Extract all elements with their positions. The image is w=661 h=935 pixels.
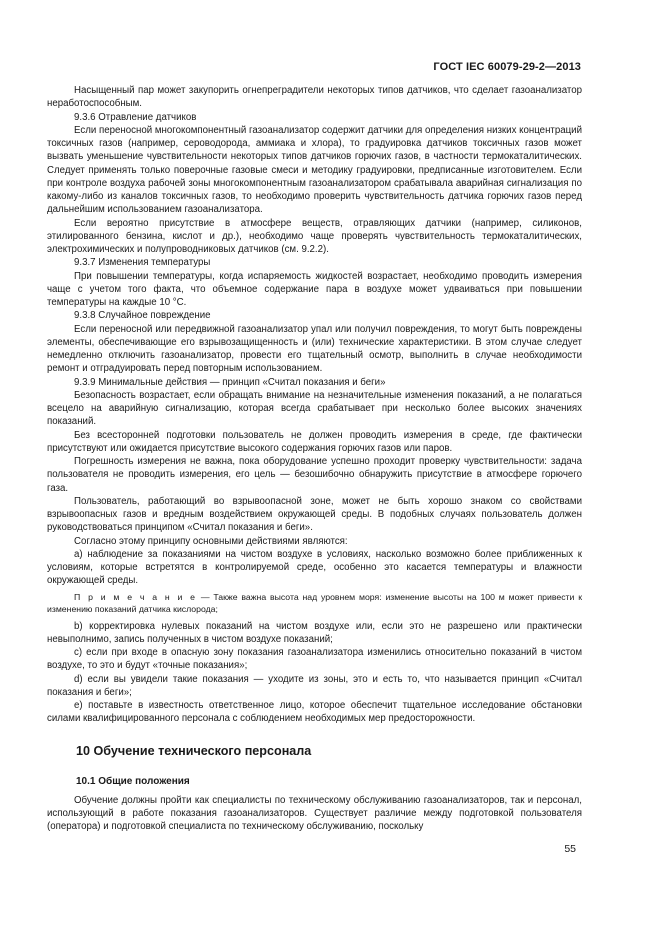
note xyxy=(47,591,582,616)
subheading-9-3-9: 9.3.9 Минимальные действия — принцип «Считал показания и беги» xyxy=(74,376,386,388)
list-item: d) если вы увидели такие показания — уходите из зоны, это и есть то, что называется принцип «Считал показания и беги»; xyxy=(47,673,582,698)
paragraph: Пользователь, работающий во взрывоопасной зоне, может не быть хорошо знаком со свойствами взрывоопасных газов и вредным воздействием окружающей среды. В подобных случаях пользователь должен руководствоваться принципом «Считал показания и беги». xyxy=(47,495,582,534)
paragraph: Если переносной многокомпонентный газоанализатор содержит датчики для определения низких концентраций токсичных газов (например, сероводорода, аммиака и хлора), то градуировка датчиков токсичных газов может вызвать уменьшение чувствительности некоторых типов датчиков горючих газов, в частности термокаталитических. Следует применять только поверочные газовые смеси и методику градуировки, предписанные изготовителем. Если при контроле воздуха рабочей зоны многокомпонентным газоанализатором срабатывала аварийная сигнализация по какому-либо из каналов токсичных газов, то необходимо проверить чувствительность датчика горючих газов перед дальнейшим использованием газоанализатора. xyxy=(47,124,582,216)
paragraph: Погрешность измерения не важна, пока оборудование успешно проходит проверку чувствительности: задача пользователя не проводить измерения, его цель — безошибочно обнаружить присутствие в атмосфере горючего газа. xyxy=(47,456,582,494)
list-item: e) поставьте в известность ответственное лицо, которое обеспечит тщательное исследование обстановки силами квалифицированного персонала с соблюдением необходимых мер предосторожности. xyxy=(47,700,582,725)
paragraph: Обучение должны пройти как специалисты по техническому обслуживанию газоанализаторов, так и персонал, использующий в работе показания газоанализаторов. Существует различие между подготовкой пользователя (оператора) и подготовкой специалиста по техническому обслуживанию, поскольку xyxy=(47,794,582,832)
paragraph: Насыщенный пар может закупорить огнепреградители некоторых типов датчиков, что сделает газоанализатор неработоспособным. xyxy=(47,85,582,110)
page-number: 55 xyxy=(564,843,576,855)
subheading-9-3-8: 9.3.8 Случайное повреждение xyxy=(74,310,211,322)
section-heading: 10 Обучение технического персонала xyxy=(76,743,312,758)
paragraph: Если вероятно присутствие в атмосфере веществ, отравляющих датчики (например, силиконов, этилированного бензина, кислот и др.), необходимо чаще проверять чувствительность термокаталитических, электрохимических и полупроводниковых датчиков (см. 9.2.2). xyxy=(47,217,582,255)
list-item: c) если при входе в опасную зону показания газоанализатора изменились относительно показаний в чистом воздухе, то это и будут «точные показания»; xyxy=(47,647,582,672)
paragraph: При повышении температуры, когда испаряемость жидкостей возрастает, необходимо проводить измерения чаще с учетом того факта, что объемное содержание пара в воздухе может удваиваться при повышении температуры на каждые 10 °С. xyxy=(47,270,582,308)
note-label: П р и м е ч а н и е xyxy=(74,591,198,602)
paragraph: Согласно этому принципу основными действиями являются: xyxy=(74,535,348,547)
document-header: ГОСТ IEC 60079-29-2—2013 xyxy=(433,61,581,73)
paragraph: Безопасность возрастает, если обращать внимание на незначительные изменения показаний, а не полагаться всецело на аварийную сигнализацию, которая всегда срабатывает при несколько более высоких значениях показаний. xyxy=(47,389,582,428)
subsection-heading: 10.1 Общие положения xyxy=(76,775,190,787)
document-body xyxy=(47,84,582,833)
paragraph: Если переносной или передвижной газоанализатор упал или получил повреждения, то могут быть повреждены элементы, обеспечивающие его взрывозащищенность и (или) технические характеристики. В этом случае следует немедленно отключить газоанализатор, провести его тщательный осмотр, выполнить в случае необходимости ремонт и отградуировать перед повторным использованием. xyxy=(47,323,582,375)
subheading-9-3-6: 9.3.6 Отравление датчиков xyxy=(74,111,197,123)
paragraph: Без всесторонней подготовки пользователь не должен проводить измерения в среде, где фактически присутствуют или ожидается присутствие высокого содержания горючих газов или паров. xyxy=(47,429,582,454)
subheading-9-3-7: 9.3.7 Изменения температуры xyxy=(74,257,211,269)
note-text: — Также важна высота над уровнем моря: изменение высоты на 100 м может привести к изменению показаний датчика кислорода; xyxy=(47,591,583,614)
list-item: b) корректировка нулевых показаний на чистом воздухе или, если это не разрешено или практически невыполнимо, запись полученных в чистом воздухе показаний; xyxy=(47,620,582,645)
list-item: а) наблюдение за показаниями на чистом воздухе в условиях, насколько возможно более приближенных к условиям, которые встретятся в контролируемой среде, особенно это касается температуры и влажности окружающей среды. xyxy=(47,548,582,587)
